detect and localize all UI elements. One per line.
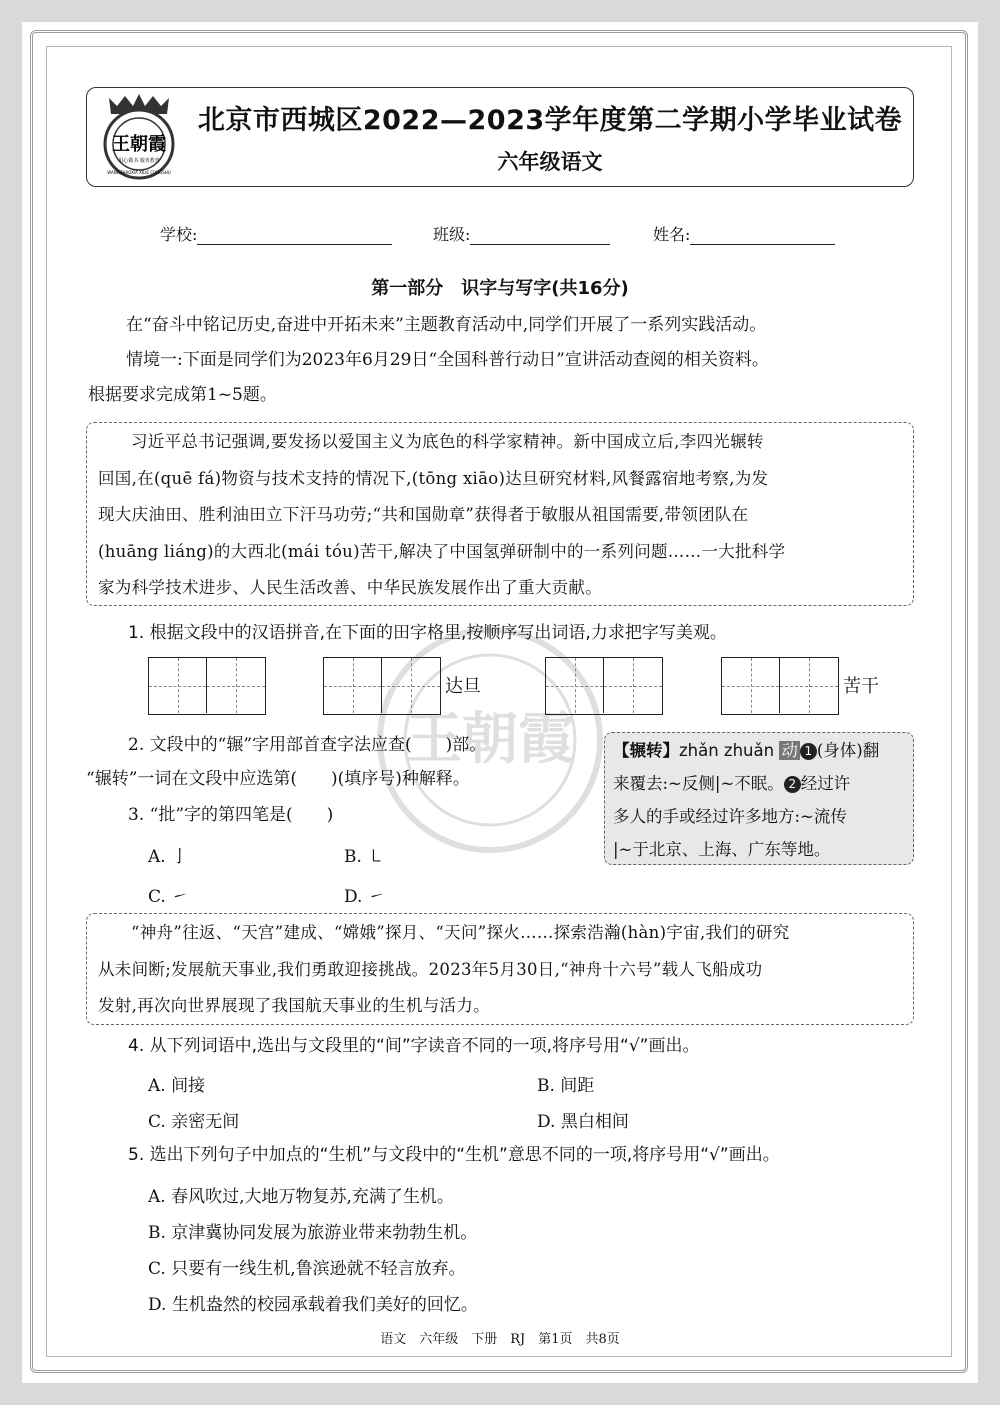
- passage1-line: 家为科学技术进步、人民生活改善、中华民族发展作出了重大贡献。: [98, 578, 602, 597]
- page-footer: 语文 六年级 下册 RJ 第1页 共8页: [380, 1332, 620, 1347]
- school-field[interactable]: [160, 222, 392, 245]
- logo-text: 王朝霞: [112, 134, 166, 155]
- dict-pos-tag: 动: [781, 741, 798, 760]
- q5-option-b[interactable]: B. 京津冀协同发展为旅游业带来勃勃生机。: [148, 1223, 478, 1243]
- dict-line1: [613, 734, 879, 768]
- intro-text: 在“奋斗中铭记历史,奋进中开拓未来”主题教育活动中,同学们开展了一系列实践活动。: [126, 315, 767, 335]
- q4-option-c[interactable]: C. 亲密无间: [148, 1112, 240, 1132]
- exam-title: 北京市西城区2022—2023学年度第二学期小学毕业试卷: [197, 105, 903, 136]
- q5-option-d[interactable]: D. 生机盎然的校园承载着我们美好的回忆。: [148, 1295, 478, 1315]
- part1-title: 第一部分 识字与写字(共16分): [371, 278, 629, 299]
- dict-line2-text: 来覆去:~反侧|~不眠。: [613, 774, 784, 793]
- q4-option-a[interactable]: A. 间接: [148, 1076, 206, 1096]
- writing-grid-4[interactable]: [721, 657, 839, 715]
- question-3: 3. “批”字的第四笔是( ): [128, 805, 334, 825]
- logo-slogan: 用心做书 服务教育: [118, 158, 160, 164]
- dict-line3: 多人的手或经过许多地方:~流传: [613, 807, 847, 826]
- watermark-text: 王朝霞: [406, 706, 574, 772]
- passage2-line: 从未间断;发展航天事业,我们勇敢迎接挑战。2023年5月30日,“神舟十六号”载人飞船成功: [98, 959, 763, 979]
- passage1: [98, 424, 785, 607]
- passage2-line: 发射,再次向世界展现了我国航天事业的生机与活力。: [98, 996, 490, 1015]
- question-1: 1. 根据文段中的汉语拼音,在下面的田字格里,按顺序写出词语,力求把字写美观。: [128, 623, 727, 643]
- q5-option-c[interactable]: C. 只要有一线生机,鲁滨逊就不轻言放弃。: [148, 1259, 466, 1279]
- logo-ring-text: WANGZHAOXIA XILIE CONGSHU: [107, 170, 171, 175]
- passage1-line: 习近平总书记强调,要发扬以爱国主义为底色的科学家精神。新中国成立后,李四光辗转: [131, 432, 764, 451]
- exam-subtitle: 六年级语文: [497, 150, 603, 174]
- name-field[interactable]: [653, 222, 835, 245]
- dict-line2-rest: 经过许: [800, 774, 851, 793]
- q4-option-d[interactable]: D. 黑白相间: [537, 1112, 629, 1132]
- writing-grid-2[interactable]: [323, 657, 441, 715]
- question-2-line2: “辗转”一词在文段中应选第( )(填序号)种解释。: [86, 769, 470, 789]
- writing-grid-1[interactable]: [148, 657, 266, 715]
- q3-option-b[interactable]: B. ㇄: [344, 847, 385, 867]
- dict-head: 【辗转】: [613, 741, 679, 760]
- q5-option-a[interactable]: A. 春风吹过,大地万物复苏,充满了生机。: [148, 1187, 454, 1207]
- class-label: 班级:: [433, 225, 471, 244]
- dict-line4: |~于北京、上海、广东等地。: [613, 840, 831, 859]
- q3-option-a[interactable]: A. 亅: [148, 847, 189, 867]
- dict-line2: [613, 767, 850, 801]
- q3-option-c[interactable]: C. ㇀: [148, 887, 189, 907]
- context1-line1: 情境一:下面是同学们为2023年6月29日“全国科普行动日”宣讲活动查阅的相关资料。: [126, 350, 769, 370]
- dict-pinyin: zhǎn zhuǎn: [679, 741, 775, 760]
- writing-grid-3[interactable]: [545, 657, 663, 715]
- dict-line1-rest: (身体)翻: [816, 741, 880, 760]
- grid-label-dadan: 达旦: [445, 676, 481, 697]
- passage2: [98, 915, 790, 1025]
- school-label: 学校:: [160, 225, 198, 244]
- dict-num1: 1: [800, 743, 817, 760]
- dict-num2: 2: [784, 776, 801, 793]
- question-4: 4. 从下列词语中,选出与文段里的“间”字读音不同的一项,将序号用“√”画出。: [128, 1036, 700, 1056]
- question-5: 5. 选出下列句子中加点的“生机”与文段中的“生机”意思不同的一项,将序号用“√”画出。: [128, 1145, 780, 1165]
- class-field[interactable]: [433, 222, 610, 245]
- grid-label-kugan: 苦干: [843, 676, 879, 697]
- name-label: 姓名:: [653, 225, 691, 244]
- passage1-line: (huāng liáng)的大西北(mái tóu)苦干,解决了中国氢弹研制中的一系列问题……一大批科学: [98, 541, 786, 561]
- q4-option-b[interactable]: B. 间距: [537, 1076, 595, 1096]
- publisher-logo: [95, 92, 183, 182]
- q3-option-d[interactable]: D. ㇀: [344, 887, 385, 907]
- passage1-line: 回国,在(quē fá)物资与技术支持的情况下,(tōng xiāo)达旦研究材料,风餐露宿地考察,为发: [98, 468, 769, 488]
- passage2-line: “神舟”往返、“天宫”建成、“嫦娥”探月、“天问”探火……探索浩瀚(hàn)宇宙,我们的研究: [131, 923, 790, 942]
- context1-line2: 根据要求完成第1~5题。: [88, 385, 277, 405]
- question-2-line1: 2. 文段中的“辗”字用部首查字法应查( )部。: [128, 735, 487, 755]
- passage1-line: 现大庆油田、胜利油田立下汗马功劳;“共和国勋章”获得者于敏服从祖国需要,带领团队在: [98, 505, 749, 524]
